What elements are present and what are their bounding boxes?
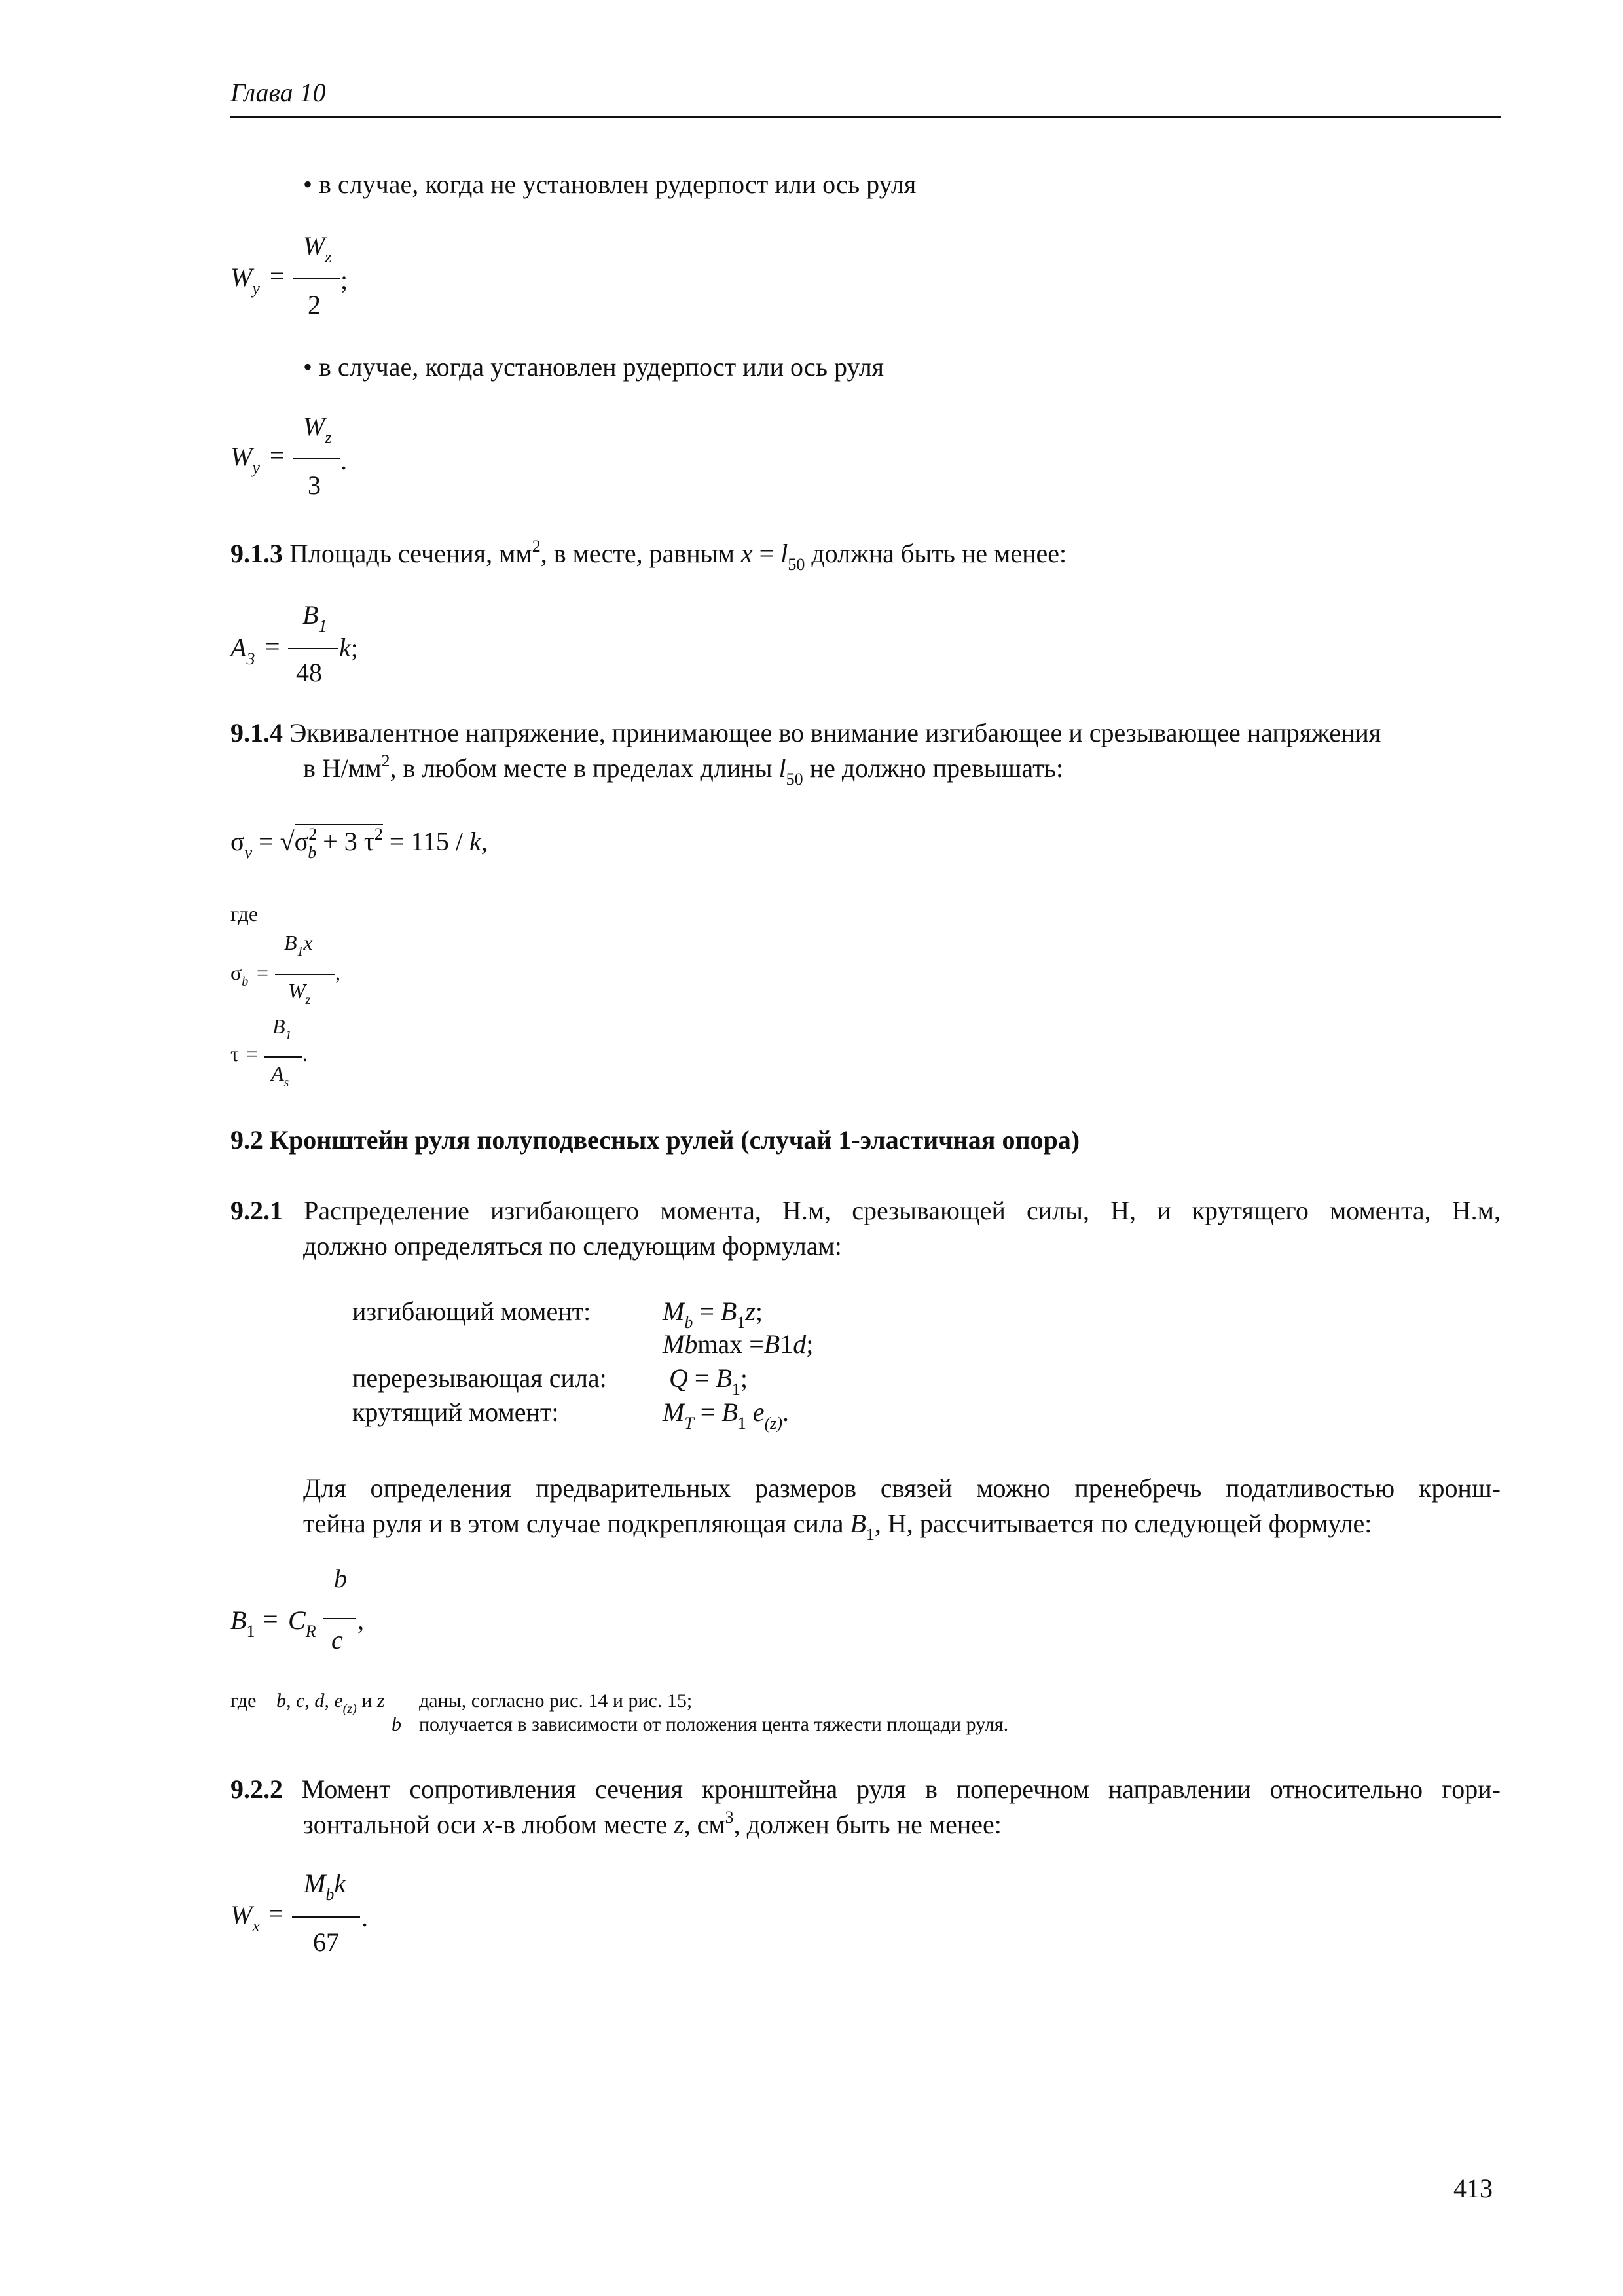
torque-formula: $M_T = B_1$ $e_{(z)}$. — [663, 1397, 789, 1433]
formula-denominator: $A_s$ — [271, 1062, 289, 1090]
formula-numerator: $B_1$ — [272, 1014, 292, 1043]
formula-coef: $C_R$ — [288, 1605, 316, 1641]
formula-lhs: $W_y$ — [230, 262, 260, 298]
formula-denominator: 3 — [308, 471, 321, 500]
bullet-item: • в случае, когда не установлен рудерпост или ось руля — [303, 170, 917, 199]
fraction-bar — [292, 1916, 360, 1918]
page-number: 413 — [1453, 2174, 1493, 2203]
formula-punct: , — [335, 961, 340, 984]
where-vars: b, c, d, $e_{(z)}$ и z — [276, 1690, 385, 1716]
max-moment-formula: Mbmax =B1d; — [663, 1329, 814, 1359]
formula-punct: , — [357, 1605, 364, 1635]
formula-equals: = — [270, 440, 285, 470]
fraction-bar — [293, 458, 340, 459]
clause-9-2-2-line2: зонтальной оси x-в любом месте z, $см^3$, должен быть не менее: — [303, 1808, 1002, 1839]
clause-9-2-1-line2: должно определяться по следующим формулам: — [303, 1231, 842, 1261]
formula-numerator: $W_z$ — [303, 412, 332, 447]
formula-punct: . — [340, 446, 347, 475]
running-header: Глава 10 — [230, 78, 326, 107]
section-heading-9-2: 9.2 Кронштейн руля полуподвесных рулей (случай 1-эластичная опора) — [230, 1125, 1080, 1155]
formula-denominator: $W_z$ — [288, 979, 311, 1007]
formula-punct: . — [302, 1042, 308, 1066]
clause-9-2-2: 9.2.2 Момент сопротивления сечения кронштейна руля в поперечном направлении относительно гори- — [230, 1774, 1501, 1804]
formula-numerator: $W_z$ — [303, 231, 332, 266]
formula-tail: k; — [339, 633, 358, 662]
formula-equals: = — [257, 961, 269, 984]
formula-equals: = — [270, 261, 285, 291]
formula-denominator: 2 — [308, 290, 321, 319]
formula-numerator: b — [334, 1564, 347, 1593]
formula-numerator: $B_1$ — [302, 600, 327, 636]
formula-lhs: $A_3$ — [230, 633, 255, 668]
fraction-bar — [275, 974, 335, 975]
where-var-b: b — [392, 1713, 401, 1735]
formula-lhs: τ — [230, 1042, 239, 1066]
formula-denominator: 48 — [296, 658, 322, 687]
formula-equals: = — [246, 1042, 259, 1066]
bending-moment-formula: $M_b = B_1z$; — [663, 1297, 763, 1332]
formula-lhs: $B_1$ — [230, 1605, 255, 1641]
torque-label: крутящий момент: — [352, 1397, 559, 1427]
formula-lhs: $W_x$ — [230, 1900, 260, 1935]
paragraph-line2: тейна руля и в этом случае подкрепляющая сила $B_1$, Н, рассчитывается по следующей формуле: — [303, 1509, 1372, 1544]
formula-denominator: 67 — [313, 1928, 339, 1957]
bullet-item: • в случае, когда установлен рудерпост или ось руля — [303, 352, 884, 382]
formula-punct: . — [361, 1903, 368, 1932]
formula-denominator: c — [331, 1625, 343, 1655]
formula-equals: = — [268, 1899, 283, 1928]
paragraph-line1: Для определения предварительных размеров связей можно пренебречь податливостью кронш- — [303, 1473, 1501, 1503]
shear-force-formula: $Q = B_1$; — [669, 1363, 748, 1399]
fraction-bar — [323, 1618, 356, 1619]
clause-9-1-3: 9.1.3 Площадь сечения, $мм^2$, в месте, равным $x = l_{50}$ должна быть не менее: — [230, 537, 1067, 574]
formula-equals: = — [263, 1604, 278, 1634]
formula-numerator: $B_1x$ — [284, 931, 313, 959]
clause-9-1-4-line2: в $Н/мм^2$, в любом месте в пределах длины $l_{50}$ не должно превышать: — [303, 751, 1063, 789]
where-label: где — [230, 902, 259, 925]
clause-9-2-1: 9.2.1 Распределение изгибающего момента, Н.м, срезывающей силы, Н, и крутящего момента, Н.м, — [230, 1196, 1501, 1225]
where-def-2: получается в зависимости от положения цента тяжести площади руля. — [419, 1713, 1009, 1735]
fraction-bar — [288, 648, 338, 649]
formula-lhs: $\sigma_b$ — [230, 961, 249, 989]
bending-moment-label: изгибающий момент: — [352, 1297, 591, 1326]
header-rule — [230, 116, 1501, 118]
formula-equals: = — [265, 632, 280, 661]
formula-sigma-v: $\sigma_v = √\sigma^2_b + 3$ $\tau^2 = 115 / k$, — [230, 825, 488, 862]
clause-9-1-4: 9.1.4 Эквивалентное напряжение, принимающее во внимание изгибающее и срезывающее напряжения — [230, 718, 1381, 747]
fraction-bar — [264, 1056, 302, 1058]
where-label: где — [230, 1690, 257, 1712]
formula-numerator: $M_bk$ — [304, 1869, 346, 1904]
shear-force-label: перерезывающая сила: — [352, 1363, 607, 1393]
fraction-bar — [293, 278, 340, 279]
where-def-1: даны, согласно рис. 14 и рис. 15; — [419, 1690, 693, 1712]
formula-lhs: $W_y$ — [230, 442, 260, 477]
formula-punct: ; — [340, 265, 348, 295]
